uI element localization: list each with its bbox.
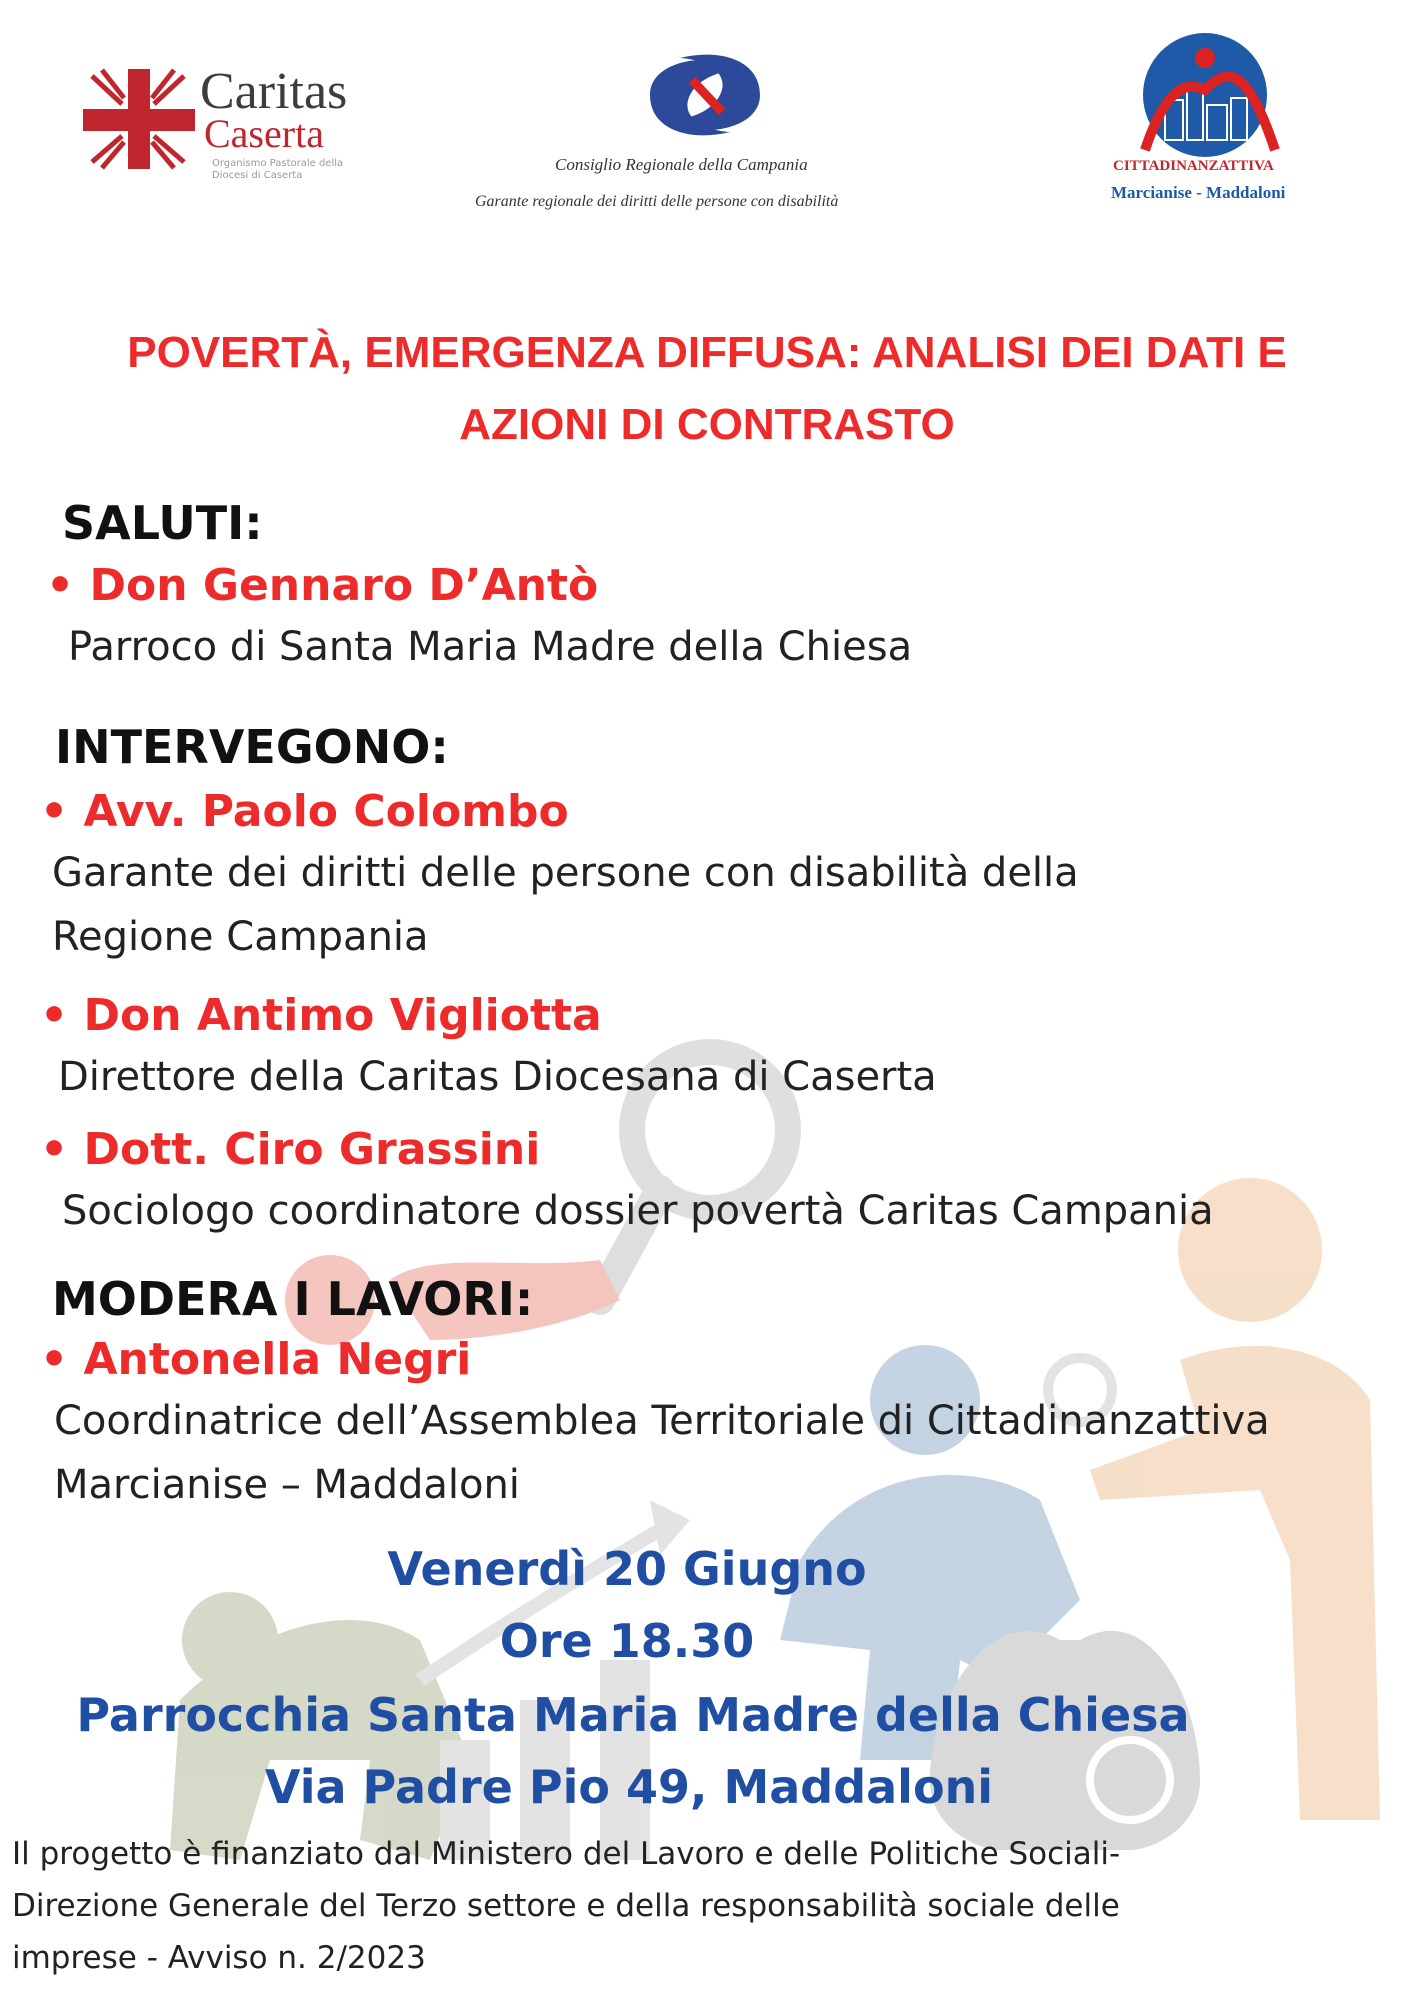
moderator-role: Marcianise – Maddaloni <box>54 1462 520 1508</box>
footer-line1: Il progetto è finanziato dal Ministero del Lavoro e delle Politiche Sociali- <box>12 1836 1121 1872</box>
moderator-name: • Antonella Negri <box>40 1334 472 1385</box>
moderator-role: Coordinatrice dell’Assemblea Territoriale di Cittadinanzattiva <box>54 1398 1270 1444</box>
cittadinanzattiva-logo-line2: Marcianise - Maddaloni <box>1111 183 1286 202</box>
caritas-logo-icon <box>78 64 198 174</box>
speaker-role: Parroco di Santa Maria Madre della Chiesa <box>68 624 913 670</box>
consiglio-logo-line2: Garante regionale dei diritti delle persone con disabilità <box>475 193 839 210</box>
intervegono-heading: INTERVEGONO: <box>55 720 449 774</box>
speaker-name: • Dott. Ciro Grassini <box>40 1124 541 1175</box>
cittadinanzattiva-logo-icon <box>1125 30 1285 160</box>
event-address: Via Padre Pio 49, Maddaloni <box>264 1760 994 1814</box>
speaker-role: Regione Campania <box>52 914 429 960</box>
caritas-logo-subtitle: Caserta <box>204 111 324 156</box>
speaker-role: Direttore della Caritas Diocesana di Caserta <box>58 1054 937 1100</box>
footer-line3: imprese - Avviso n. 2/2023 <box>12 1940 426 1976</box>
footer-line2: Direzione Generale del Terzo settore e della responsabilità sociale delle <box>12 1888 1120 1924</box>
event-title-line1: POVERTÀ, EMERGENZA DIFFUSA: ANALISI DEI DATI E <box>127 328 1287 377</box>
speaker-role: Garante dei diritti delle persone con disabilità della <box>52 850 1079 896</box>
cittadinanzattiva-logo-line1: CITTADINANZATTIVA <box>1113 158 1274 174</box>
caritas-logo-tagline: Organismo Pastorale della Diocesi di Caserta <box>212 158 344 181</box>
speaker-name: • Don Antimo Vigliotta <box>40 990 602 1041</box>
consiglio-regionale-emblem-icon <box>630 50 780 140</box>
event-date: Venerdì 20 Giugno <box>387 1542 867 1596</box>
saluti-heading: SALUTI: <box>62 496 263 550</box>
caritas-logo-title: Caritas <box>200 63 348 120</box>
speaker-name: • Avv. Paolo Colombo <box>40 786 569 837</box>
modera-heading: MODERA I LAVORI: <box>52 1272 534 1326</box>
event-time: Ore 18.30 <box>499 1614 755 1668</box>
event-title-line2: AZIONI DI CONTRASTO <box>459 400 955 449</box>
speaker-name: • Don Gennaro D’Antò <box>46 560 599 611</box>
speaker-role: Sociologo coordinatore dossier povertà Caritas Campania <box>62 1188 1214 1234</box>
consiglio-logo-line1: Consiglio Regionale della Campania <box>555 155 808 174</box>
event-place: Parrocchia Santa Maria Madre della Chiesa <box>76 1688 1190 1742</box>
